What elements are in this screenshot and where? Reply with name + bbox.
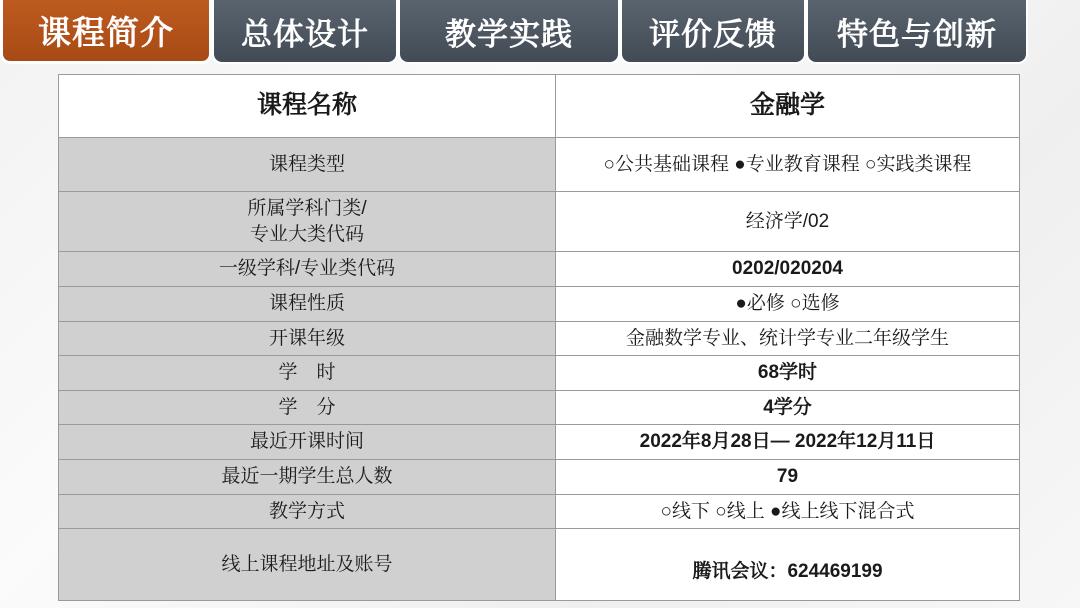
- credits-label: 学 分: [59, 390, 556, 425]
- discipline-category-label: [59, 192, 556, 252]
- student-count-value: 79: [556, 460, 1020, 495]
- course-type-value: ○公共基础课程 ●专业教育课程 ○实践类课程: [556, 138, 1020, 192]
- class-hours-value: 68学时: [556, 356, 1020, 391]
- table-row: [59, 356, 1020, 391]
- teaching-method-label: 教学方式: [59, 494, 556, 529]
- value-spacer: [562, 545, 1013, 559]
- discipline-category-value: 经济学/02: [556, 192, 1020, 252]
- table-row: [59, 192, 1020, 252]
- tab-bar: [0, 0, 1080, 68]
- student-count-label: 最近一期学生总人数: [59, 460, 556, 495]
- course-nature-value: ●必修 ○选修: [556, 286, 1020, 321]
- last-session-time-label: 最近开课时间: [59, 425, 556, 460]
- teaching-method-value: ○线下 ○线上 ●线上线下混合式: [556, 494, 1020, 529]
- table-row: [59, 390, 1020, 425]
- tab-features-innovation[interactable]: [806, 0, 1028, 64]
- grade-label: 开课年级: [59, 321, 556, 356]
- tab-label: 课程简介: [38, 14, 174, 51]
- tab-label: 特色与创新: [837, 16, 997, 52]
- course-info-table-wrap: [58, 74, 1020, 601]
- table-row: [59, 321, 1020, 356]
- table-row: [59, 286, 1020, 321]
- table-row: [59, 75, 1020, 138]
- last-session-time-value: 2022年8月28日— 2022年12月11日: [556, 425, 1020, 460]
- table-row: [59, 252, 1020, 287]
- online-course-address-label: 线上课程地址及账号: [59, 529, 556, 601]
- course-info-table: [58, 74, 1020, 601]
- table-row: [59, 138, 1020, 192]
- credits-value: 4学分: [556, 390, 1020, 425]
- tab-overall-design[interactable]: [212, 0, 398, 64]
- online-course-address-value: [556, 529, 1020, 601]
- course-name-value: 金融学: [556, 75, 1020, 138]
- table-row: [59, 529, 1020, 601]
- table-row: [59, 425, 1020, 460]
- tab-label: 教学实践: [445, 16, 573, 52]
- discipline-category-label-line1: 所属学科门类/: [247, 198, 367, 219]
- course-nature-label: 课程性质: [59, 286, 556, 321]
- tab-label: 总体设计: [241, 16, 369, 52]
- course-type-label: 课程类型: [59, 138, 556, 192]
- course-name-label: 课程名称: [59, 75, 556, 138]
- table-row: [59, 460, 1020, 495]
- tab-evaluation-feedback[interactable]: [620, 0, 806, 64]
- tab-course-intro[interactable]: [0, 0, 212, 64]
- online-course-address-text: 腾讯会议：624469199: [692, 561, 883, 583]
- tab-label: 评价反馈: [649, 16, 777, 52]
- first-level-discipline-label: 一级学科/专业类代码: [59, 252, 556, 287]
- first-level-discipline-value: 0202/020204: [556, 252, 1020, 287]
- table-row: [59, 494, 1020, 529]
- grade-value: 金融数学专业、统计学专业二年级学生: [556, 321, 1020, 356]
- class-hours-label: 学 时: [59, 356, 556, 391]
- discipline-category-label-line2: 专业大类代码: [249, 223, 364, 245]
- tab-teaching-practice[interactable]: [398, 0, 620, 64]
